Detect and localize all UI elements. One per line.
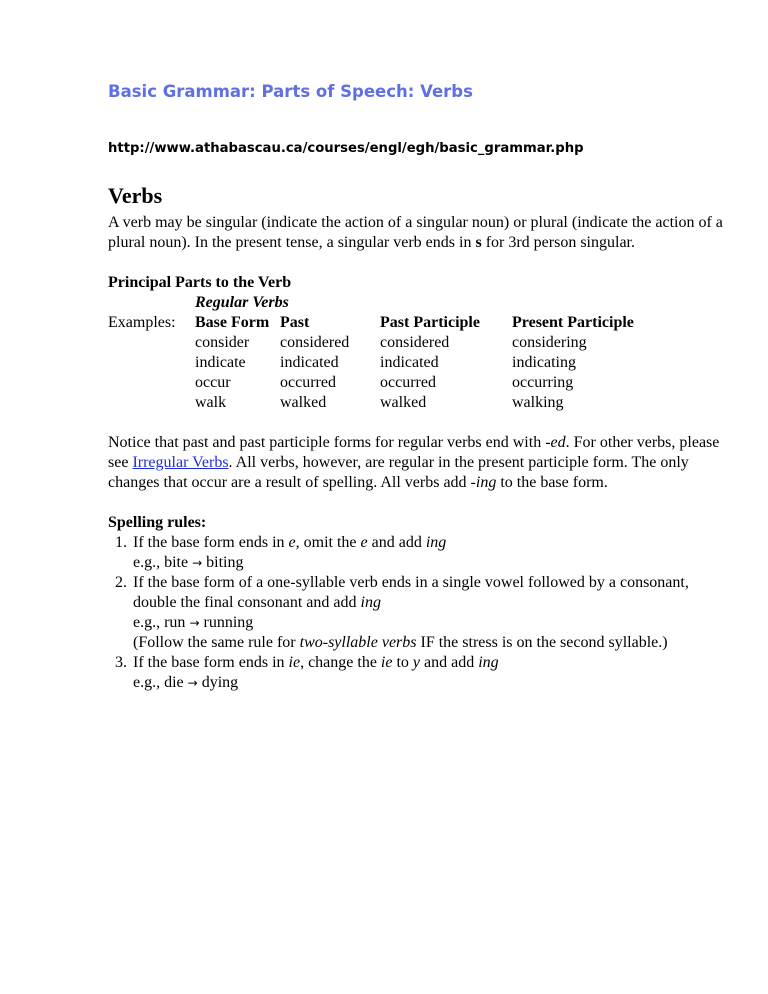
- rule-em: y: [412, 654, 421, 671]
- ing-suffix: -ing: [470, 474, 497, 491]
- list-item: [108, 573, 728, 653]
- table-row: [108, 353, 634, 373]
- column-header: Past: [280, 314, 310, 331]
- table-row: [108, 333, 634, 353]
- rule-em: e: [288, 534, 296, 551]
- arrow-right-icon: →: [192, 556, 203, 570]
- rule-example: [133, 673, 728, 693]
- example-text: e.g., die: [133, 674, 188, 691]
- notice-text: to the base form.: [496, 474, 608, 491]
- table-row: [108, 393, 634, 413]
- rule-number: 3.: [115, 654, 127, 671]
- rule-text: to: [392, 654, 413, 671]
- intro-text: A verb may be singular (indicate the action of a singular noun) or plural (indicate the action of a plural noun). In the present tense, a singular verb ends in: [108, 214, 723, 251]
- empty-cell: [108, 353, 195, 373]
- regular-verbs-caption: Regular Verbs: [195, 294, 289, 311]
- ed-suffix: -ed: [545, 434, 566, 451]
- table-cell: walking: [512, 394, 564, 411]
- spelling-rules-heading: Spelling rules:: [108, 514, 207, 531]
- table-header-row: [108, 313, 634, 333]
- table-cell: walked: [280, 394, 327, 411]
- rule-text: If the base form ends in: [133, 654, 289, 671]
- table-cell: walk: [195, 394, 227, 411]
- example-text: e.g., run: [133, 614, 190, 631]
- rule-note: [133, 633, 728, 653]
- verbs-section: [108, 183, 728, 693]
- irregular-verbs-link[interactable]: Irregular Verbs: [132, 454, 229, 471]
- empty-cell: [108, 333, 195, 353]
- rule-number: 2.: [115, 574, 127, 591]
- rule-text: , omit the: [295, 534, 361, 551]
- intro-text-end: for 3rd person singular.: [481, 234, 635, 251]
- rule-example: [133, 553, 728, 573]
- examples-label: Examples:: [108, 314, 176, 331]
- table-cell: consider: [195, 334, 250, 351]
- verb-table: [108, 313, 634, 413]
- arrow-right-icon: →: [187, 676, 198, 690]
- intro-bold-s: s: [475, 234, 482, 251]
- rule-em: ie: [288, 654, 301, 671]
- rule-text: and add: [420, 654, 479, 671]
- section-heading: Verbs: [108, 183, 163, 208]
- example-text: running: [199, 614, 254, 631]
- note-em: two-syllable verbs: [299, 634, 417, 651]
- example-text: e.g., bite: [133, 554, 193, 571]
- rule-example: [133, 613, 728, 633]
- notice-text: . All verbs, however, are regular in the present participle form. The only changes that occur are a result of spelling. All verbs add: [108, 454, 689, 491]
- column-header: Base Form: [195, 314, 270, 331]
- rule-number: 1.: [115, 534, 127, 551]
- notice-paragraph: [108, 433, 728, 493]
- rule-em: ing: [425, 534, 447, 551]
- table-cell: occurring: [512, 374, 574, 391]
- example-text: biting: [202, 554, 244, 571]
- table-cell: considered: [380, 334, 450, 351]
- note-text: (Follow the same rule for: [133, 634, 300, 651]
- table-cell: indicating: [512, 354, 576, 371]
- arrow-right-icon: →: [189, 616, 200, 630]
- rule-em: ing: [478, 654, 499, 671]
- rule-text: If the base form of a one-syllable verb ends in a single vowel followed by a consonant, double the final consonant and add: [133, 574, 689, 611]
- rule-text: If the base form ends in: [133, 534, 289, 551]
- table-cell: indicated: [380, 354, 439, 371]
- rule-text: and add: [367, 534, 426, 551]
- rule-em: ie: [380, 654, 393, 671]
- principal-parts-heading: Principal Parts to the Verb: [108, 274, 292, 291]
- column-header: Present Participle: [512, 314, 634, 331]
- column-header: Past Participle: [380, 314, 480, 331]
- note-text: IF the stress is on the second syllable.): [416, 634, 668, 651]
- source-url: http://www.athabascau.ca/courses/engl/egh/basic_grammar.php: [108, 141, 584, 156]
- notice-text: . For other verbs, please see: [108, 434, 720, 471]
- table-cell: considering: [512, 334, 587, 351]
- page-title: Basic Grammar: Parts of Speech: Verbs: [108, 82, 473, 101]
- empty-cell: [108, 373, 195, 393]
- list-item: [108, 533, 728, 573]
- table-cell: occurred: [380, 374, 436, 391]
- table-row: [108, 373, 634, 393]
- table-cell: indicated: [280, 354, 339, 371]
- rule-text: , change the: [300, 654, 381, 671]
- rule-em: e: [360, 534, 368, 551]
- empty-cell: [108, 393, 195, 413]
- table-cell: indicate: [195, 354, 246, 371]
- table-cell: occur: [195, 374, 231, 391]
- table-cell: occurred: [280, 374, 336, 391]
- table-cell: considered: [280, 334, 350, 351]
- list-item: [108, 653, 728, 693]
- intro-paragraph: [108, 213, 728, 253]
- notice-text: Notice that past and past participle forms for regular verbs end with: [108, 434, 546, 451]
- table-cell: walked: [380, 394, 427, 411]
- example-text: dying: [197, 674, 239, 691]
- spelling-rules-list: [108, 533, 728, 693]
- rule-em: ing: [360, 594, 381, 611]
